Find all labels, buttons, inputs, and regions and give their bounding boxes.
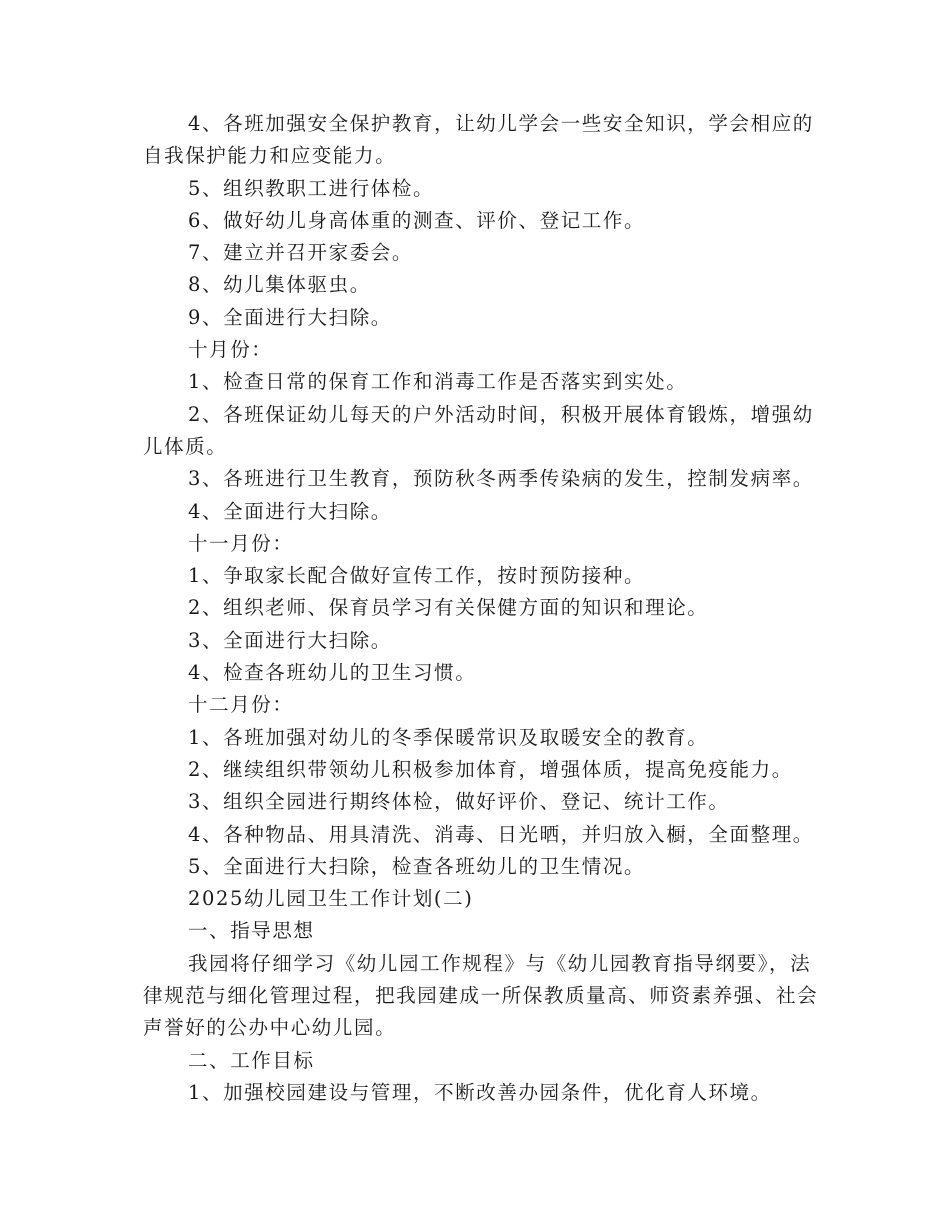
paragraph: 3、全面进行大扫除。 — [188, 628, 392, 652]
paragraph: 3、组织全园进行期终体检，做好评价、登记、统计工作。 — [188, 790, 730, 814]
paragraph: 4、检查各班幼儿的卫生习惯。 — [188, 661, 477, 685]
paragraph: 8、幼儿集体驱虫。 — [188, 273, 371, 297]
paragraph: 2、继续组织带领幼儿积极参加体育，增强体质，提高免疫能力。 — [188, 757, 793, 781]
paragraph: 3、各班进行卫生教育，预防秋冬两季传染病的发生，控制发病率。 — [188, 467, 814, 491]
section-heading: 一、指导思想 — [188, 919, 315, 943]
paragraph: 5、全面进行大扫除，检查各班幼儿的卫生情况。 — [188, 854, 646, 878]
paragraph: 4、各种物品、用具清洗、消毒、日光晒，并归放入橱，全面整理。 — [188, 822, 814, 846]
paragraph: 2、组织老师、保育员学习有关保健方面的知识和理论。 — [188, 596, 709, 620]
paragraph: 9、全面进行大扫除。 — [188, 305, 392, 329]
section-heading: 十一月份： — [188, 531, 294, 555]
paragraph: 4、各班加强安全保护教育，让幼儿学会一些安全知识，学会相应的自我保护能力和应变能力。 — [143, 112, 814, 168]
paragraph: 7、建立并召开家委会。 — [188, 241, 414, 265]
paragraph: 2、各班保证幼儿每天的户外活动时间，积极开展体育锻炼，增强幼儿体质。 — [143, 402, 814, 458]
paragraph: 1、加强校园建设与管理，不断改善办园条件，优化育人环境。 — [188, 1080, 772, 1104]
paragraph: 4、全面进行大扫除。 — [188, 499, 392, 523]
section-heading: 十月份： — [188, 338, 273, 362]
document-body — [143, 108, 823, 1109]
paragraph: 我园将仔细学习《幼儿园工作规程》与《幼儿园教育指导纲要》，法律规范与细化管理过程，把我园建成一所保教质量高、师资素养强、社会声誉好的公办中心幼儿园。 — [143, 951, 819, 1040]
section-heading: 二、工作目标 — [188, 1048, 315, 1072]
paragraph: 6、做好幼儿身高体重的测查、评价、登记工作。 — [188, 208, 646, 232]
paragraph: 1、争取家长配合做好宣传工作，按时预防接种。 — [188, 564, 646, 588]
paragraph: 5、组织教职工进行体检。 — [188, 176, 435, 200]
section-heading: 十二月份： — [188, 693, 294, 717]
paragraph: 1、各班加强对幼儿的冬季保暖常识及取暖安全的教育。 — [188, 725, 709, 749]
paragraph: 1、检查日常的保育工作和消毒工作是否落实到实处。 — [188, 370, 688, 394]
document-title: 2025幼儿园卫生工作计划(二) — [188, 887, 474, 911]
